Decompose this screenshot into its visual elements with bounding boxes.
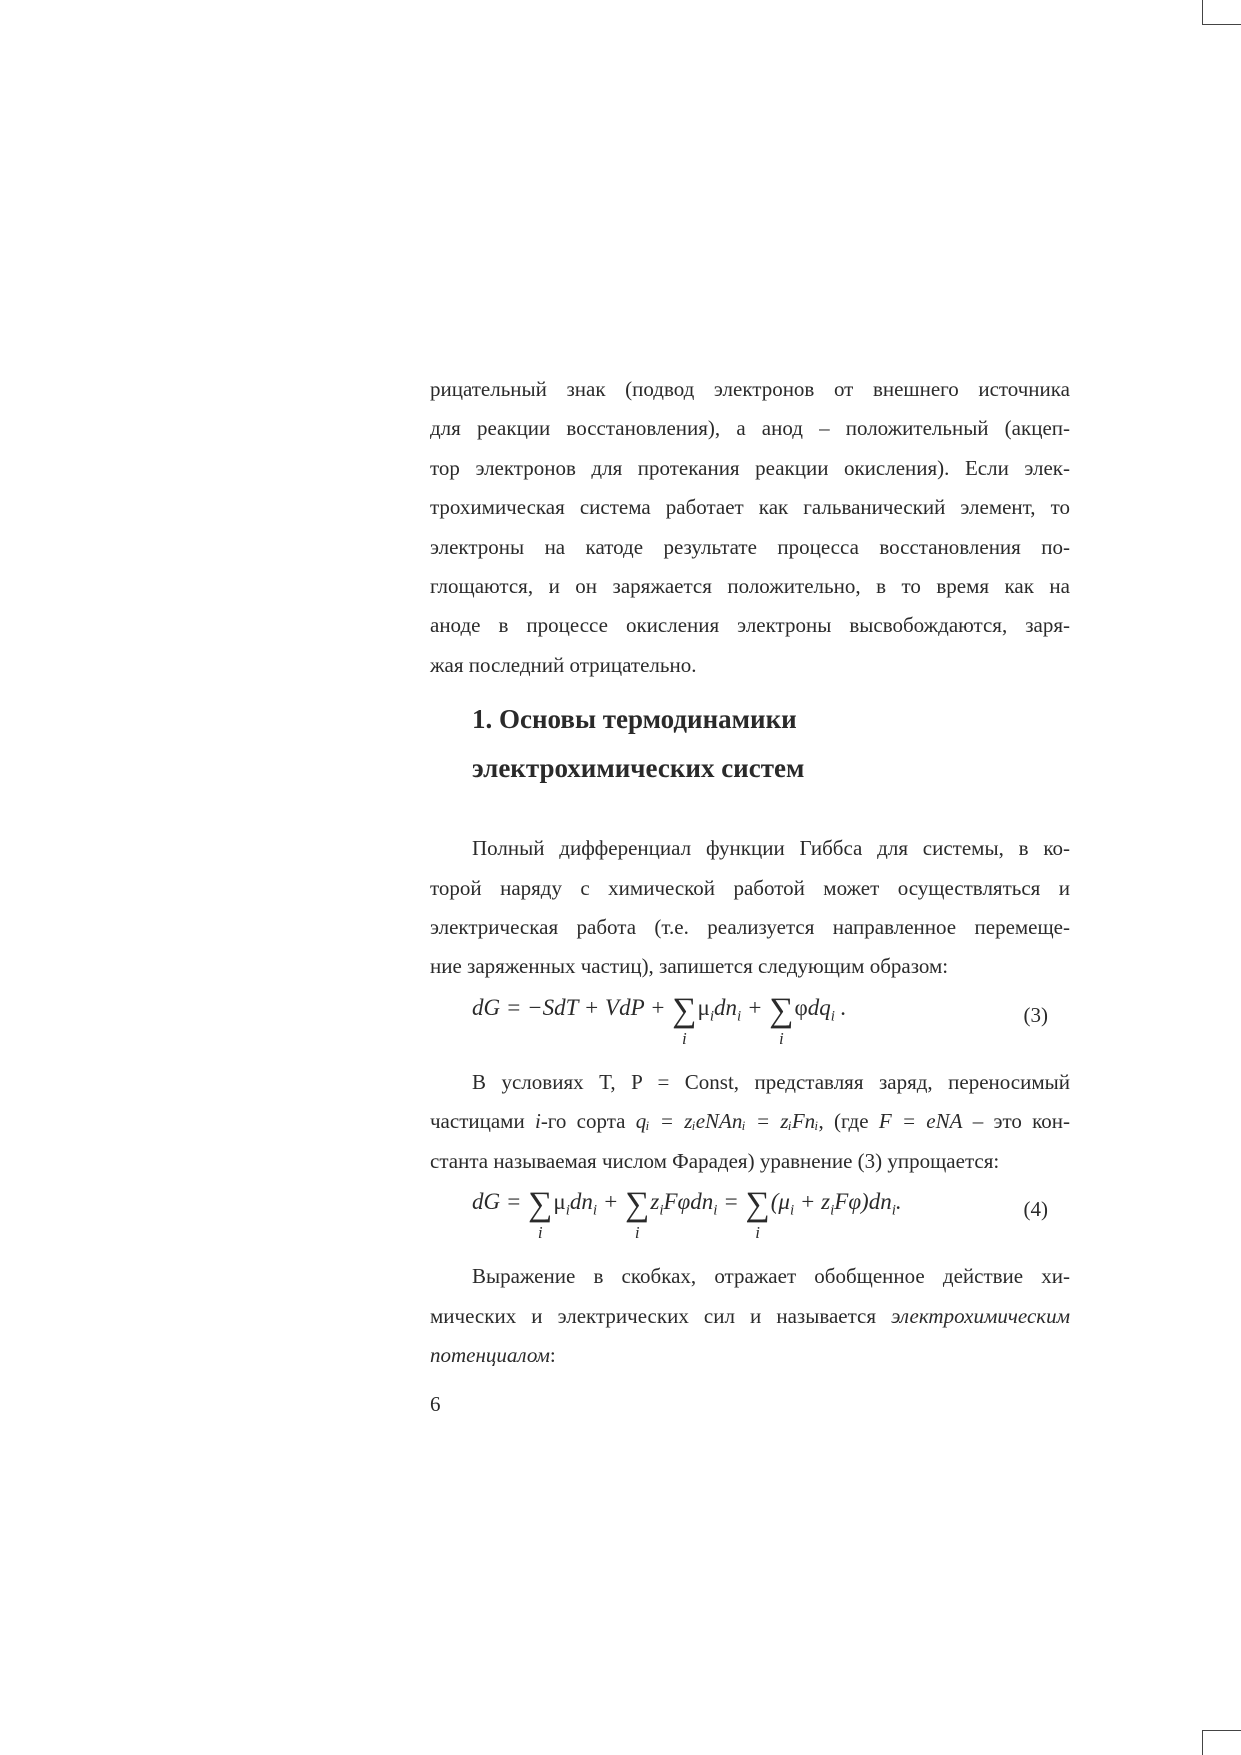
text-line: тор электронов для протекания реакции окисления). Если элек- — [430, 455, 1070, 480]
subscript: i — [565, 1202, 570, 1219]
text-line — [430, 1102, 1070, 1141]
paragraph-electrochemical-potential — [430, 1257, 1070, 1375]
eq4-term: z — [650, 1189, 660, 1215]
inline-formula: F = eNA — [878, 1109, 963, 1134]
sum-symbol: ∑ i — [769, 991, 794, 1048]
plus-sign: + — [602, 1189, 619, 1215]
italic-term: электрохимическим — [891, 1303, 1070, 1328]
text-line: В условиях T, P = Const, представляя заряд, переносимый — [472, 1069, 1070, 1094]
text-line — [430, 1336, 1070, 1375]
text-line: электрическая работа (т.е. реализуется направленное перемеще- — [430, 915, 1070, 940]
paragraph-gibbs — [430, 829, 1070, 987]
eq4-term: (μ — [770, 1189, 790, 1215]
section-heading — [472, 695, 1070, 793]
text-line: станта называемая числом Фарадея) уравнение (3) упрощается: — [430, 1148, 1000, 1173]
crop-mark-bottom-vertical — [1202, 1730, 1203, 1755]
subscript: i — [592, 1202, 598, 1219]
eq3-lhs: dG = −SdT + VdP + — [472, 994, 666, 1020]
italic-run: i — [534, 1109, 541, 1134]
inline-formula: qᵢ = zᵢeNAnᵢ = zᵢFnᵢ — [635, 1109, 819, 1134]
paragraph-continuation — [430, 370, 1070, 685]
mu-symbol: μ — [553, 1189, 566, 1215]
equals-sign: = — [723, 1189, 739, 1215]
crop-mark-top-vertical — [1202, 0, 1203, 24]
sum-index: i — [778, 1028, 784, 1048]
eq4-term: Fφ)dn — [834, 1189, 892, 1215]
text-line: жая последний отрицательно. — [430, 652, 697, 677]
subscript: i — [713, 1202, 718, 1219]
crop-mark-bottom-horizontal — [1202, 1730, 1241, 1731]
section-heading-line2: электрохимических систем — [472, 753, 805, 784]
equation-3 — [430, 991, 1070, 1057]
sum-index: i — [682, 1028, 687, 1048]
subscript: i — [891, 1202, 896, 1219]
subscript: i — [830, 1202, 835, 1219]
sum-symbol: ∑ i — [625, 1186, 650, 1243]
text-run: , (где — [818, 1109, 879, 1134]
italic-term: потенциалом — [430, 1342, 550, 1367]
eq4-term: + z — [799, 1189, 831, 1215]
subscript: i — [737, 1008, 742, 1025]
equation-number: (4) — [1023, 1197, 1048, 1222]
equation-4 — [430, 1185, 1070, 1251]
eq-end: . — [895, 1189, 902, 1215]
plus-sign: + — [746, 994, 763, 1020]
text-line: ние заряженных частиц), запишется следующим образом: — [430, 954, 949, 979]
text-line — [430, 1297, 1070, 1336]
sum-symbol: ∑ i — [745, 1186, 770, 1243]
phi-symbol: φ — [794, 994, 808, 1020]
eq-end: . — [840, 994, 847, 1020]
subscript: i — [830, 1008, 835, 1025]
text-run: мических и электрических сил и называется — [430, 1303, 892, 1328]
section-heading-line1: 1. Основы термодинамики — [472, 704, 797, 735]
text-line: рицательный знак (подвод электронов от внешнего источника — [430, 377, 1070, 401]
text-line: глощаются, и он заряжается положительно, в то время как на — [430, 574, 1070, 599]
text-run: частицами — [430, 1109, 535, 1134]
subscript: i — [709, 1008, 715, 1025]
text-run: – это кон- — [962, 1109, 1070, 1134]
text-line: трохимическая система работает как гальванический элемент, то — [430, 495, 1070, 520]
sum-index: i — [755, 1223, 760, 1243]
text-run: -го сорта — [540, 1109, 636, 1134]
text-line: Выражение в скобках, отражает обобщенное действие хи- — [472, 1264, 1070, 1289]
eq4-term: Fφdn — [663, 1189, 714, 1215]
text-run: : — [549, 1342, 556, 1367]
sum-index: i — [634, 1223, 640, 1243]
sum-symbol: ∑ i — [672, 991, 697, 1048]
text-line: для реакции восстановления), а анод – положительный (акцеп- — [430, 416, 1070, 441]
sum-index: i — [537, 1223, 543, 1243]
text-line: торой наряду с химической работой может осуществляться и — [430, 875, 1070, 900]
subscript: i — [659, 1202, 664, 1219]
eq3-term: dq — [807, 994, 831, 1020]
subscript: i — [789, 1202, 795, 1219]
equation-number: (3) — [1023, 1002, 1048, 1027]
text-line: Полный дифференциал функции Гиббса для системы, в ко- — [472, 836, 1070, 861]
text-line: аноде в процессе окисления электроны высвобождаются, заря- — [430, 613, 1070, 638]
eq4-term: dn — [569, 1189, 593, 1215]
paragraph-conditions — [430, 1063, 1070, 1181]
crop-mark-top-horizontal — [1202, 24, 1241, 25]
text-line: электроны на катоде результате процесса восстановления по- — [430, 534, 1070, 559]
eq4-lhs: dG = — [472, 1189, 522, 1215]
mu-symbol: μ — [697, 994, 710, 1020]
sum-symbol: ∑ i — [528, 1186, 553, 1243]
page-number: 6 — [430, 1392, 441, 1416]
page-content — [430, 370, 1070, 1375]
eq3-term: dn — [714, 994, 738, 1020]
